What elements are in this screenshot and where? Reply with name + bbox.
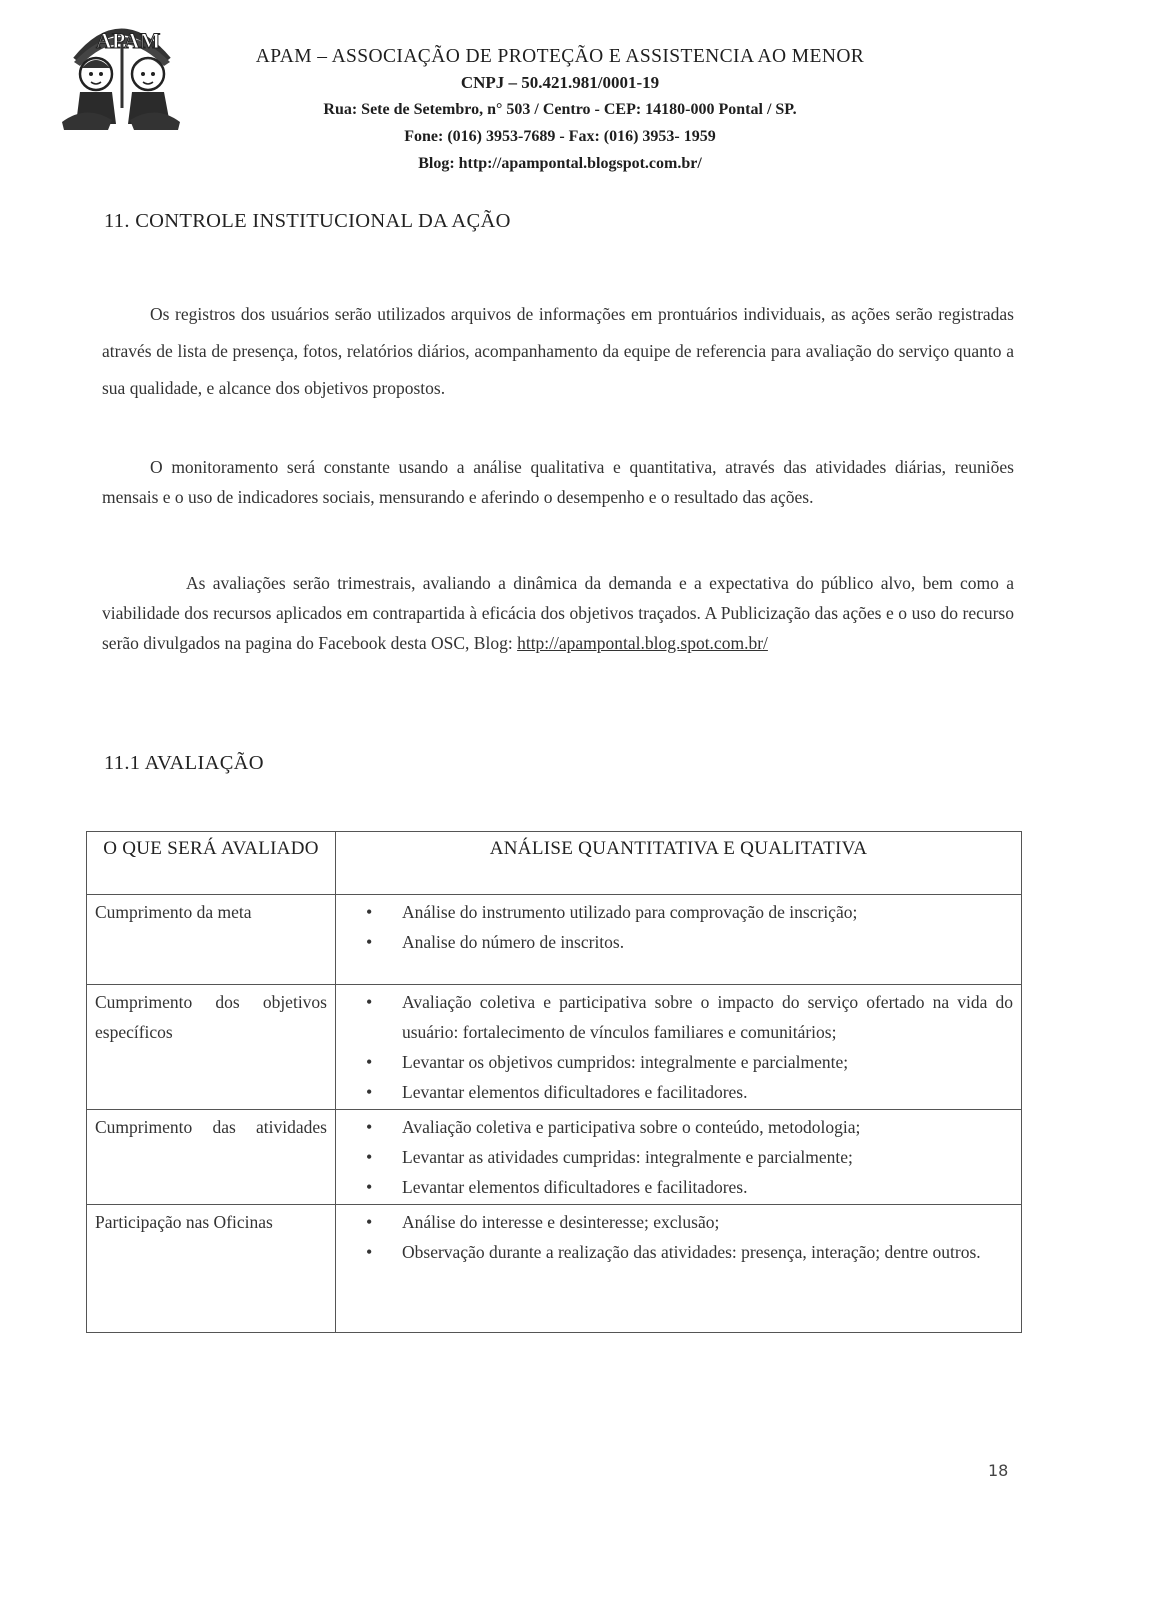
criterion-cell: Cumprimento da meta bbox=[87, 895, 336, 985]
table-row bbox=[87, 895, 1022, 985]
table-header-row bbox=[87, 832, 1022, 895]
paragraph-registros bbox=[102, 296, 1014, 407]
list-item: • Levantar elementos dificultadores e facilitadores. bbox=[394, 1172, 1013, 1202]
letterhead bbox=[200, 44, 920, 177]
subsection-title: 11.1 AVALIAÇÃO bbox=[104, 752, 264, 774]
criterion-text: Cumprimento das atividades bbox=[95, 1117, 327, 1137]
column-header-criterion: O QUE SERÁ AVALIADO bbox=[87, 832, 336, 895]
list-item: • Avaliação coletiva e participativa sobre o conteúdo, metodologia; bbox=[394, 1112, 1013, 1142]
page-number: 18 bbox=[988, 1461, 1009, 1480]
list-item: • Analise do número de inscritos. bbox=[394, 927, 1013, 957]
paragraph-text: O monitoramento será constante usando a análise qualitativa e quantitativa, através das atividades diárias, reuniões mensais e o uso de indicadores sociais, mensurando e aferindo o desempenho e o resultado das ações. bbox=[102, 457, 1014, 507]
criterion-cell: Participação nas Oficinas bbox=[87, 1205, 336, 1333]
paragraph-monitoramento bbox=[102, 452, 1014, 512]
paragraph-text bbox=[102, 568, 1014, 658]
analysis-cell bbox=[336, 895, 1022, 985]
org-name: APAM – ASSOCIAÇÃO DE PROTEÇÃO E ASSISTENCIA AO MENOR bbox=[255, 46, 865, 67]
blog-link[interactable]: http://apampontal.blog.spot.com.br/ bbox=[517, 633, 768, 653]
criterion-cell bbox=[87, 1110, 336, 1205]
analysis-cell bbox=[336, 1205, 1022, 1333]
table-row bbox=[87, 985, 1022, 1110]
list-item: • Análise do interesse e desinteresse; exclusão; bbox=[394, 1207, 1013, 1237]
apam-logo bbox=[56, 12, 186, 134]
criterion-cell bbox=[87, 985, 336, 1110]
column-header-analysis: ANÁLISE QUANTITATIVA E QUALITATIVA bbox=[336, 832, 1022, 895]
evaluation-table bbox=[86, 831, 1022, 1333]
list-item: • Levantar os objetivos cumpridos: integralmente e parcialmente; bbox=[394, 1047, 1013, 1077]
org-phone: Fone: (016) 3953-7689 - Fax: (016) 3953- 1959 bbox=[404, 128, 716, 145]
list-item: • Levantar as atividades cumpridas: integralmente e parcialmente; bbox=[394, 1142, 1013, 1172]
analysis-cell bbox=[336, 1110, 1022, 1205]
analysis-cell bbox=[336, 985, 1022, 1110]
section-title: 11. CONTROLE INSTITUCIONAL DA AÇÃO bbox=[104, 210, 511, 232]
list-item: • Levantar elementos dificultadores e facilitadores. bbox=[394, 1077, 1013, 1107]
svg-text:APAM: APAM bbox=[96, 28, 161, 53]
paragraph-text-body: As avaliações serão trimestrais, avaliando a dinâmica da demanda e a expectativa do público alvo, bem como a viabilidade dos recursos aplicados em contrapartida à eficácia dos objetivos traçados. A Publicização das ações e o uso do recurso serão divulgados na pagina do Facebook desta OSC, Blog: bbox=[102, 573, 1014, 653]
list-item: • Análise do instrumento utilizado para comprovação de inscrição; bbox=[394, 897, 1013, 927]
table-row bbox=[87, 1205, 1022, 1333]
org-address: Rua: Sete de Setembro, n° 503 / Centro - CEP: 14180-000 Pontal / SP. bbox=[323, 101, 797, 118]
org-blog: Blog: http://apampontal.blogspot.com.br/ bbox=[418, 155, 702, 172]
list-item: • Avaliação coletiva e participativa sobre o impacto do serviço ofertado na vida do usuário: fortalecimento de vínculos familiares e comunitários; bbox=[394, 987, 1013, 1047]
org-cnpj: CNPJ – 50.421.981/0001-19 bbox=[460, 73, 660, 92]
list-item: • Observação durante a realização das atividades: presença, interação; dentre outros. bbox=[394, 1237, 1013, 1267]
criterion-text: Cumprimento dos objetivos específicos bbox=[95, 992, 327, 1042]
table-row bbox=[87, 1110, 1022, 1205]
paragraph-avaliacoes bbox=[102, 568, 1014, 658]
paragraph-text: Os registros dos usuários serão utilizados arquivos de informações em prontuários individuais, as ações serão registradas através de lista de presença, fotos, relatórios diários, acompanhamento da equipe de referencia para avaliação do serviço quanto a sua qualidade, e alcance dos objetivos propostos. bbox=[102, 304, 1014, 398]
